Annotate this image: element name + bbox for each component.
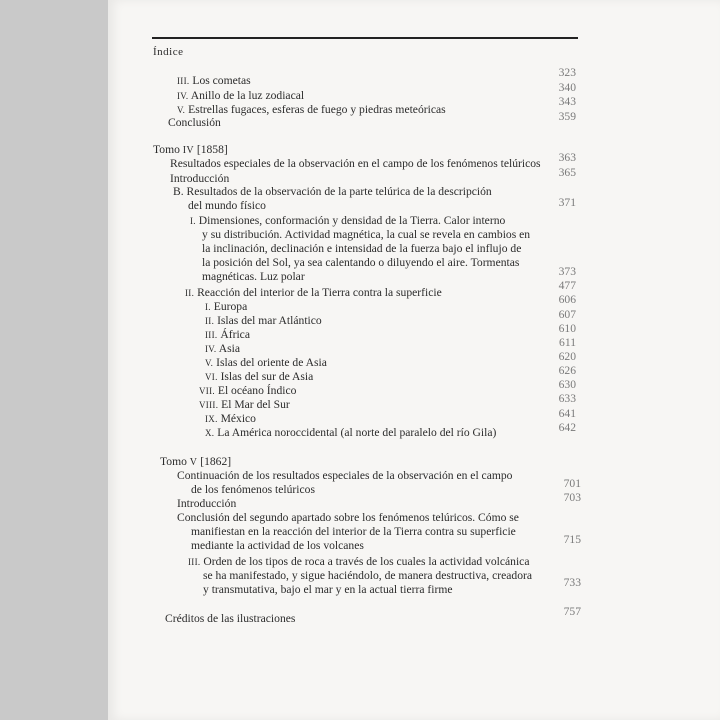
page-number: 701 bbox=[563, 477, 581, 490]
entry-title: Resultados especiales de la observación en el campo de los fenómenos telúricos bbox=[170, 157, 541, 170]
entry-title: mediante la actividad de los volcanes bbox=[191, 539, 364, 552]
entry-numeral: II. bbox=[205, 316, 215, 326]
entry-title: El océano Índico bbox=[217, 384, 297, 397]
entry-title: Tomo IV [1858] bbox=[153, 143, 228, 156]
entry-title: Introducción bbox=[177, 497, 237, 510]
toc-entry bbox=[205, 342, 240, 356]
page-number: 611 bbox=[559, 336, 576, 349]
entry-title: Los cometas bbox=[192, 74, 251, 87]
entry-title: B. Resultados de la observación de la parte telúrica de la descripción bbox=[173, 185, 492, 198]
toc-entry bbox=[185, 286, 442, 300]
page-number: 641 bbox=[558, 407, 576, 420]
entry-title: Tomo V [1862] bbox=[160, 455, 232, 468]
entry-numeral: V. bbox=[177, 105, 186, 115]
toc-entry bbox=[165, 612, 295, 626]
toc-entry bbox=[188, 199, 266, 213]
page-number: 373 bbox=[558, 265, 576, 278]
entry-title: Reacción del interior de la Tierra contra la superficie bbox=[197, 286, 442, 299]
page-number: 642 bbox=[558, 421, 576, 434]
entry-title: La América noroccidental (al norte del paralelo del río Gila) bbox=[217, 426, 497, 439]
page-number: 715 bbox=[563, 533, 581, 546]
entry-title: magnéticas. Luz polar bbox=[202, 270, 305, 283]
entry-numeral: IV. bbox=[177, 91, 189, 101]
entry-title: del mundo físico bbox=[188, 199, 266, 212]
entry-numeral: III. bbox=[177, 76, 190, 86]
page-number: 359 bbox=[558, 110, 576, 123]
toc-entry bbox=[202, 270, 305, 284]
toc-entry bbox=[191, 525, 516, 539]
page-number: 343 bbox=[558, 95, 576, 108]
entry-title: Islas del oriente de Asia bbox=[216, 356, 327, 369]
entry-numeral: IX. bbox=[205, 414, 218, 424]
entry-title: y su distribución. Actividad magnética, la cual se revela en cambios en bbox=[202, 228, 531, 241]
page-number: 323 bbox=[558, 66, 576, 79]
page-number: 477 bbox=[558, 279, 576, 292]
toc-entry bbox=[190, 214, 505, 228]
entry-numeral: V. bbox=[205, 358, 214, 368]
toc-entry bbox=[191, 539, 364, 553]
page-number: 610 bbox=[558, 322, 576, 335]
entry-title: Créditos de las ilustraciones bbox=[165, 612, 296, 625]
entry-title: Introducción bbox=[170, 172, 230, 185]
page-number: 365 bbox=[558, 166, 576, 179]
entry-title: de los fenómenos telúricos bbox=[191, 483, 315, 496]
toc-entry bbox=[173, 185, 492, 199]
entry-title: Europa bbox=[213, 300, 248, 313]
page-number: 626 bbox=[558, 364, 576, 377]
toc-entry bbox=[205, 314, 322, 328]
page-number: 703 bbox=[563, 491, 581, 504]
page-number: 757 bbox=[563, 605, 581, 618]
page-number: 633 bbox=[558, 392, 576, 405]
running-head: Índice bbox=[153, 46, 184, 58]
toc-entry bbox=[205, 300, 247, 314]
entry-numeral: IV. bbox=[205, 344, 217, 354]
entry-title: Orden de los tipos de roca a través de los cuales la actividad volcánica bbox=[203, 555, 530, 568]
toc-entry bbox=[177, 89, 304, 103]
page-number: 371 bbox=[558, 196, 576, 209]
toc-entry bbox=[160, 455, 231, 470]
entry-title: El Mar del Sur bbox=[221, 398, 290, 411]
entry-numeral: X. bbox=[205, 428, 215, 438]
page-number: 606 bbox=[558, 293, 576, 306]
toc-entry bbox=[170, 157, 541, 171]
toc-entry bbox=[205, 426, 496, 440]
toc-entry bbox=[203, 583, 452, 597]
toc-entry bbox=[202, 242, 521, 256]
page-number: 340 bbox=[558, 81, 576, 94]
toc-entry bbox=[177, 497, 236, 511]
toc-entry bbox=[205, 370, 313, 384]
toc-entry bbox=[177, 469, 512, 483]
entry-numeral: III. bbox=[188, 557, 201, 567]
entry-title: Continuación de los resultados especiales de la observación en el campo bbox=[177, 469, 513, 482]
toc-entry bbox=[153, 143, 228, 158]
page-number: 620 bbox=[558, 350, 576, 363]
page-number: 630 bbox=[558, 378, 576, 391]
toc-entry bbox=[177, 74, 251, 88]
entry-title: Conclusión bbox=[168, 116, 221, 129]
page-number: 363 bbox=[558, 151, 576, 164]
page-number: 733 bbox=[563, 576, 581, 589]
entry-numeral: VI. bbox=[205, 372, 218, 382]
entry-title: y transmutativa, bajo el mar y en la actual tierra firme bbox=[203, 583, 453, 596]
toc-entry bbox=[170, 172, 229, 186]
entry-numeral: III. bbox=[205, 330, 218, 340]
entry-title: Conclusión del segundo apartado sobre los fenómenos telúricos. Cómo se bbox=[177, 511, 519, 524]
toc-entry bbox=[168, 116, 221, 130]
entry-numeral: I. bbox=[190, 216, 196, 226]
page-number: 607 bbox=[558, 308, 576, 321]
entry-title: se ha manifestado, y sigue haciéndolo, de manera destructiva, creadora bbox=[203, 569, 532, 582]
entry-title: Islas del mar Atlántico bbox=[217, 314, 322, 327]
entry-title: Anillo de la luz zodiacal bbox=[190, 89, 305, 102]
toc-entry bbox=[199, 384, 296, 398]
toc-entry bbox=[205, 356, 327, 370]
entry-numeral: VIII. bbox=[199, 400, 219, 410]
entry-title: África bbox=[220, 328, 250, 341]
toc-entry bbox=[177, 103, 446, 117]
toc-entry bbox=[177, 511, 519, 525]
entry-title: la inclinación, declinación e intensidad de la fuerza bajo el influjo de bbox=[202, 242, 522, 255]
entry-title: Dimensiones, conformación y densidad de la Tierra. Calor interno bbox=[198, 214, 506, 227]
entry-title: México bbox=[220, 412, 256, 425]
entry-numeral: II. bbox=[185, 288, 195, 298]
toc-entry bbox=[205, 412, 256, 426]
toc-entry bbox=[188, 555, 529, 569]
entry-title: manifiestan en la reacción del interior de la Tierra contra su superficie bbox=[191, 525, 516, 538]
entry-title: Asia bbox=[218, 342, 241, 355]
entry-title: Estrellas fugaces, esferas de fuego y piedras meteóricas bbox=[188, 103, 446, 116]
toc-entry bbox=[199, 398, 290, 412]
entry-numeral: I. bbox=[205, 302, 211, 312]
toc-entry bbox=[203, 569, 532, 583]
toc-entry bbox=[202, 256, 519, 270]
entry-title: Islas del sur de Asia bbox=[220, 370, 314, 383]
toc-entry bbox=[191, 483, 315, 497]
entry-numeral: VII. bbox=[199, 386, 215, 396]
toc-entry bbox=[202, 228, 530, 242]
header-rule bbox=[152, 37, 578, 39]
entry-title: la posición del Sol, ya sea calentando o diluyendo el aire. Tormentas bbox=[202, 256, 520, 269]
toc-entry bbox=[205, 328, 250, 342]
